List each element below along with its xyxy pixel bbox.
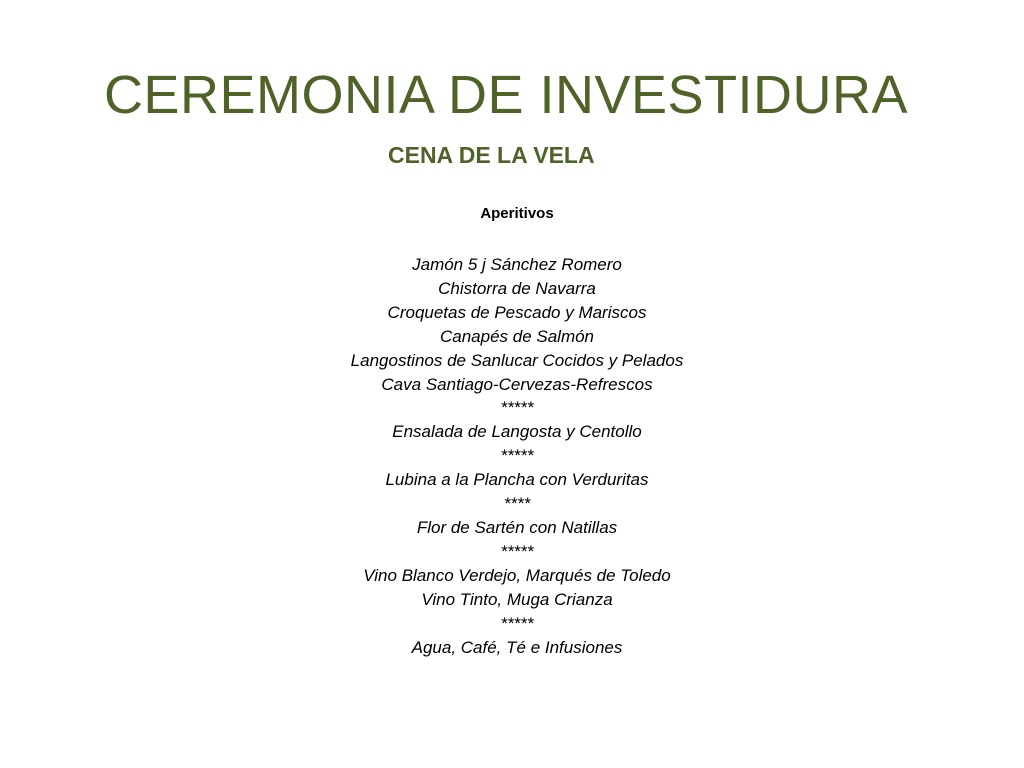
menu-separator: ***** — [500, 446, 534, 466]
slide-title: CEREMONIA DE INVESTIDURA — [103, 65, 909, 125]
menu-item: Canapés de Salmón — [439, 326, 595, 346]
menu-separator: **** — [503, 494, 531, 514]
menu-item: Chistorra de Navarra — [438, 278, 596, 298]
menu-list — [0, 253, 1024, 659]
menu-item: Cava Santiago-Cervezas-Refrescos — [381, 374, 653, 394]
menu-separator: ***** — [500, 541, 534, 561]
menu-item: Flor de Sartén con Natillas — [416, 517, 618, 537]
menu-item: Ensalada de Langosta y Centollo — [392, 422, 642, 442]
menu-separator: ***** — [500, 613, 534, 633]
menu-item: Langostinos de Sanlucar Cocidos y Pelados — [350, 350, 684, 370]
menu-item: Croquetas de Pescado y Mariscos — [387, 302, 647, 322]
menu-item: Vino Tinto, Muga Crianza — [421, 589, 613, 609]
section-heading-aperitivos: Aperitivos — [480, 205, 554, 222]
menu-item: Agua, Café, Té e Infusiones — [411, 637, 623, 657]
menu-item: Lubina a la Plancha con Verduritas — [385, 470, 649, 490]
slide-subtitle: CENA DE LA VELA — [388, 142, 595, 168]
menu-item: Vino Blanco Verdejo, Marqués de Toledo — [363, 565, 671, 585]
menu-item: Jamón 5 j Sánchez Romero — [412, 255, 622, 274]
menu-separator: ***** — [500, 398, 534, 418]
